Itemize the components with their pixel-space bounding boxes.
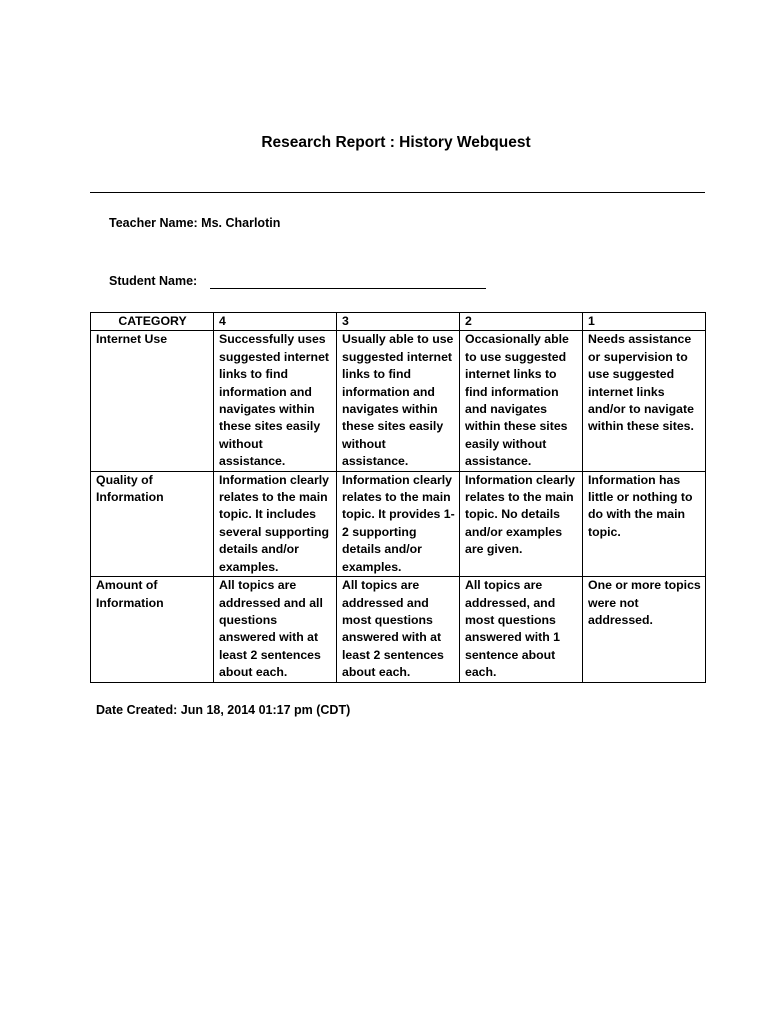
header-category: CATEGORY: [91, 313, 214, 331]
rubric-cell: Information clearly relates to the main topic. It provides 1-2 supporting details and/or examples.: [337, 471, 460, 576]
student-name-blank-line: [210, 288, 486, 289]
header-score-1: 1: [583, 313, 706, 331]
rubric-table: [90, 312, 706, 683]
header-score-2: 2: [460, 313, 583, 331]
header-score-4: 4: [214, 313, 337, 331]
rubric-cell: Information has little or nothing to do with the main topic.: [583, 471, 706, 576]
rubric-header-row: [91, 313, 706, 331]
rubric-cell: One or more topics were not addressed.: [583, 577, 706, 683]
rubric-cell: Information clearly relates to the main topic. It includes several supporting details and/or examples.: [214, 471, 337, 576]
rubric-cell: All topics are addressed, and most questions answered with 1 sentence about each.: [460, 577, 583, 683]
row-category: Amount of Information: [91, 577, 214, 683]
rubric-cell: All topics are addressed and all questions answered with at least 2 sentences about each.: [214, 577, 337, 683]
rubric-cell: Successfully uses suggested internet links to find information and navigates within these sites easily without assistance.: [214, 331, 337, 471]
rubric-cell: Usually able to use suggested internet links to find information and navigates within these sites easily without assistance.: [337, 331, 460, 471]
table-row: [91, 577, 706, 683]
title-divider: [90, 192, 705, 193]
rubric-cell: Needs assistance or supervision to use suggested internet links and/or to navigate within these sites.: [583, 331, 706, 471]
table-row: [91, 471, 706, 576]
header-score-3: 3: [337, 313, 460, 331]
teacher-name: Teacher Name: Ms. Charlotin: [109, 216, 281, 230]
table-row: [91, 331, 706, 471]
student-name-label: Student Name:: [109, 274, 198, 288]
row-category: Quality of Information: [91, 471, 214, 576]
document-title: Research Report : History Webquest: [261, 134, 531, 151]
rubric-cell: Information clearly relates to the main topic. No details and/or examples are given.: [460, 471, 583, 576]
rubric-cell: All topics are addressed and most questions answered with at least 2 sentences about each.: [337, 577, 460, 683]
date-created: Date Created: Jun 18, 2014 01:17 pm (CDT): [96, 703, 351, 717]
rubric-cell: Occasionally able to use suggested internet links to find information and navigates within these sites easily without assistance.: [460, 331, 583, 471]
row-category: Internet Use: [91, 331, 214, 471]
